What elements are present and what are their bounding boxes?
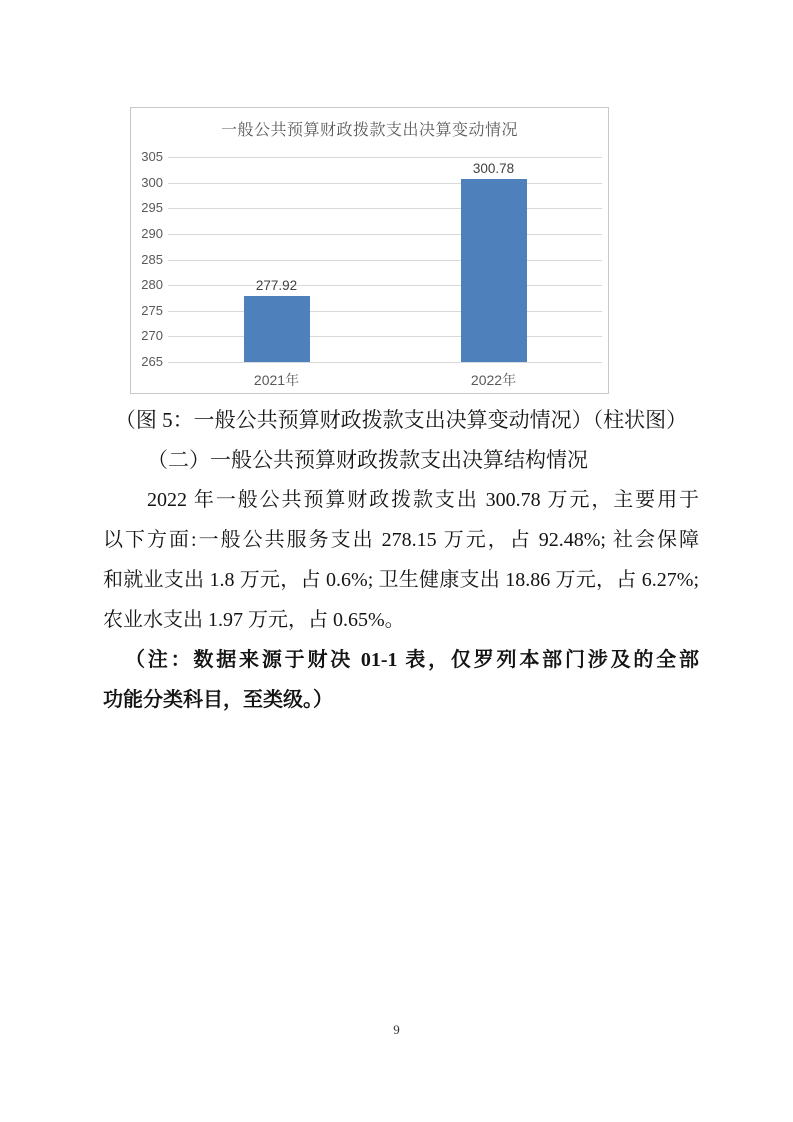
chart-bar <box>461 179 527 362</box>
bar-value-label: 277.92 <box>255 277 298 293</box>
paragraph-line: 农业水支出 1.97 万元，占 0.65%。 <box>103 609 405 631</box>
gridline <box>168 157 602 158</box>
note-line: （注：数据来源于财决 01-1 表，仅罗列本部门涉及的全部 <box>125 649 699 671</box>
y-axis-tick-label: 305 <box>141 149 163 164</box>
paragraph-line: 2022 年一般公共预算财政拨款支出 300.78 万元，主要用于 <box>147 489 699 511</box>
gridline <box>168 336 602 337</box>
section-heading: （二）一般公共预算财政拨款支出决算结构情况 <box>147 448 588 472</box>
y-axis-tick-label: 295 <box>141 200 163 216</box>
bar-value-label: 300.78 <box>472 160 515 176</box>
x-axis-category-label: 2021年 <box>253 372 300 388</box>
gridline <box>168 234 602 235</box>
chart-title: 一般公共预算财政拨款支出决算变动情况 <box>220 122 518 139</box>
note-line: 功能分类科目，至类级。） <box>103 689 333 711</box>
gridline <box>168 362 602 363</box>
y-axis-tick-label: 285 <box>141 251 163 267</box>
y-axis-tick-label: 300 <box>141 174 163 190</box>
y-axis-tick-label: 280 <box>141 277 163 293</box>
y-axis-tick-label: 290 <box>141 225 163 241</box>
paragraph-line: 和就业支出 1.8 万元，占 0.6%; 卫生健康支出 18.86 万元，占 6.27%; <box>103 569 699 591</box>
bar-chart <box>130 107 609 394</box>
gridline <box>168 311 602 312</box>
gridline <box>168 260 602 261</box>
chart-bar <box>244 296 310 362</box>
page-number: 9 <box>393 1022 400 1037</box>
x-axis-category-label: 2022年 <box>470 372 517 388</box>
gridline <box>168 183 602 184</box>
y-axis-tick-label: 275 <box>141 302 163 318</box>
gridline <box>168 285 602 286</box>
figure-caption: （图 5：一般公共预算财政拨款支出决算变动情况）（柱状图） <box>114 408 688 432</box>
paragraph-line: 以下方面:一般公共服务支出 278.15 万元，占 92.48%; 社会保障 <box>103 529 699 551</box>
gridline <box>168 208 602 209</box>
y-axis-tick-label: 270 <box>141 328 163 344</box>
y-axis-tick-label: 265 <box>141 354 163 369</box>
text-block <box>103 400 699 720</box>
